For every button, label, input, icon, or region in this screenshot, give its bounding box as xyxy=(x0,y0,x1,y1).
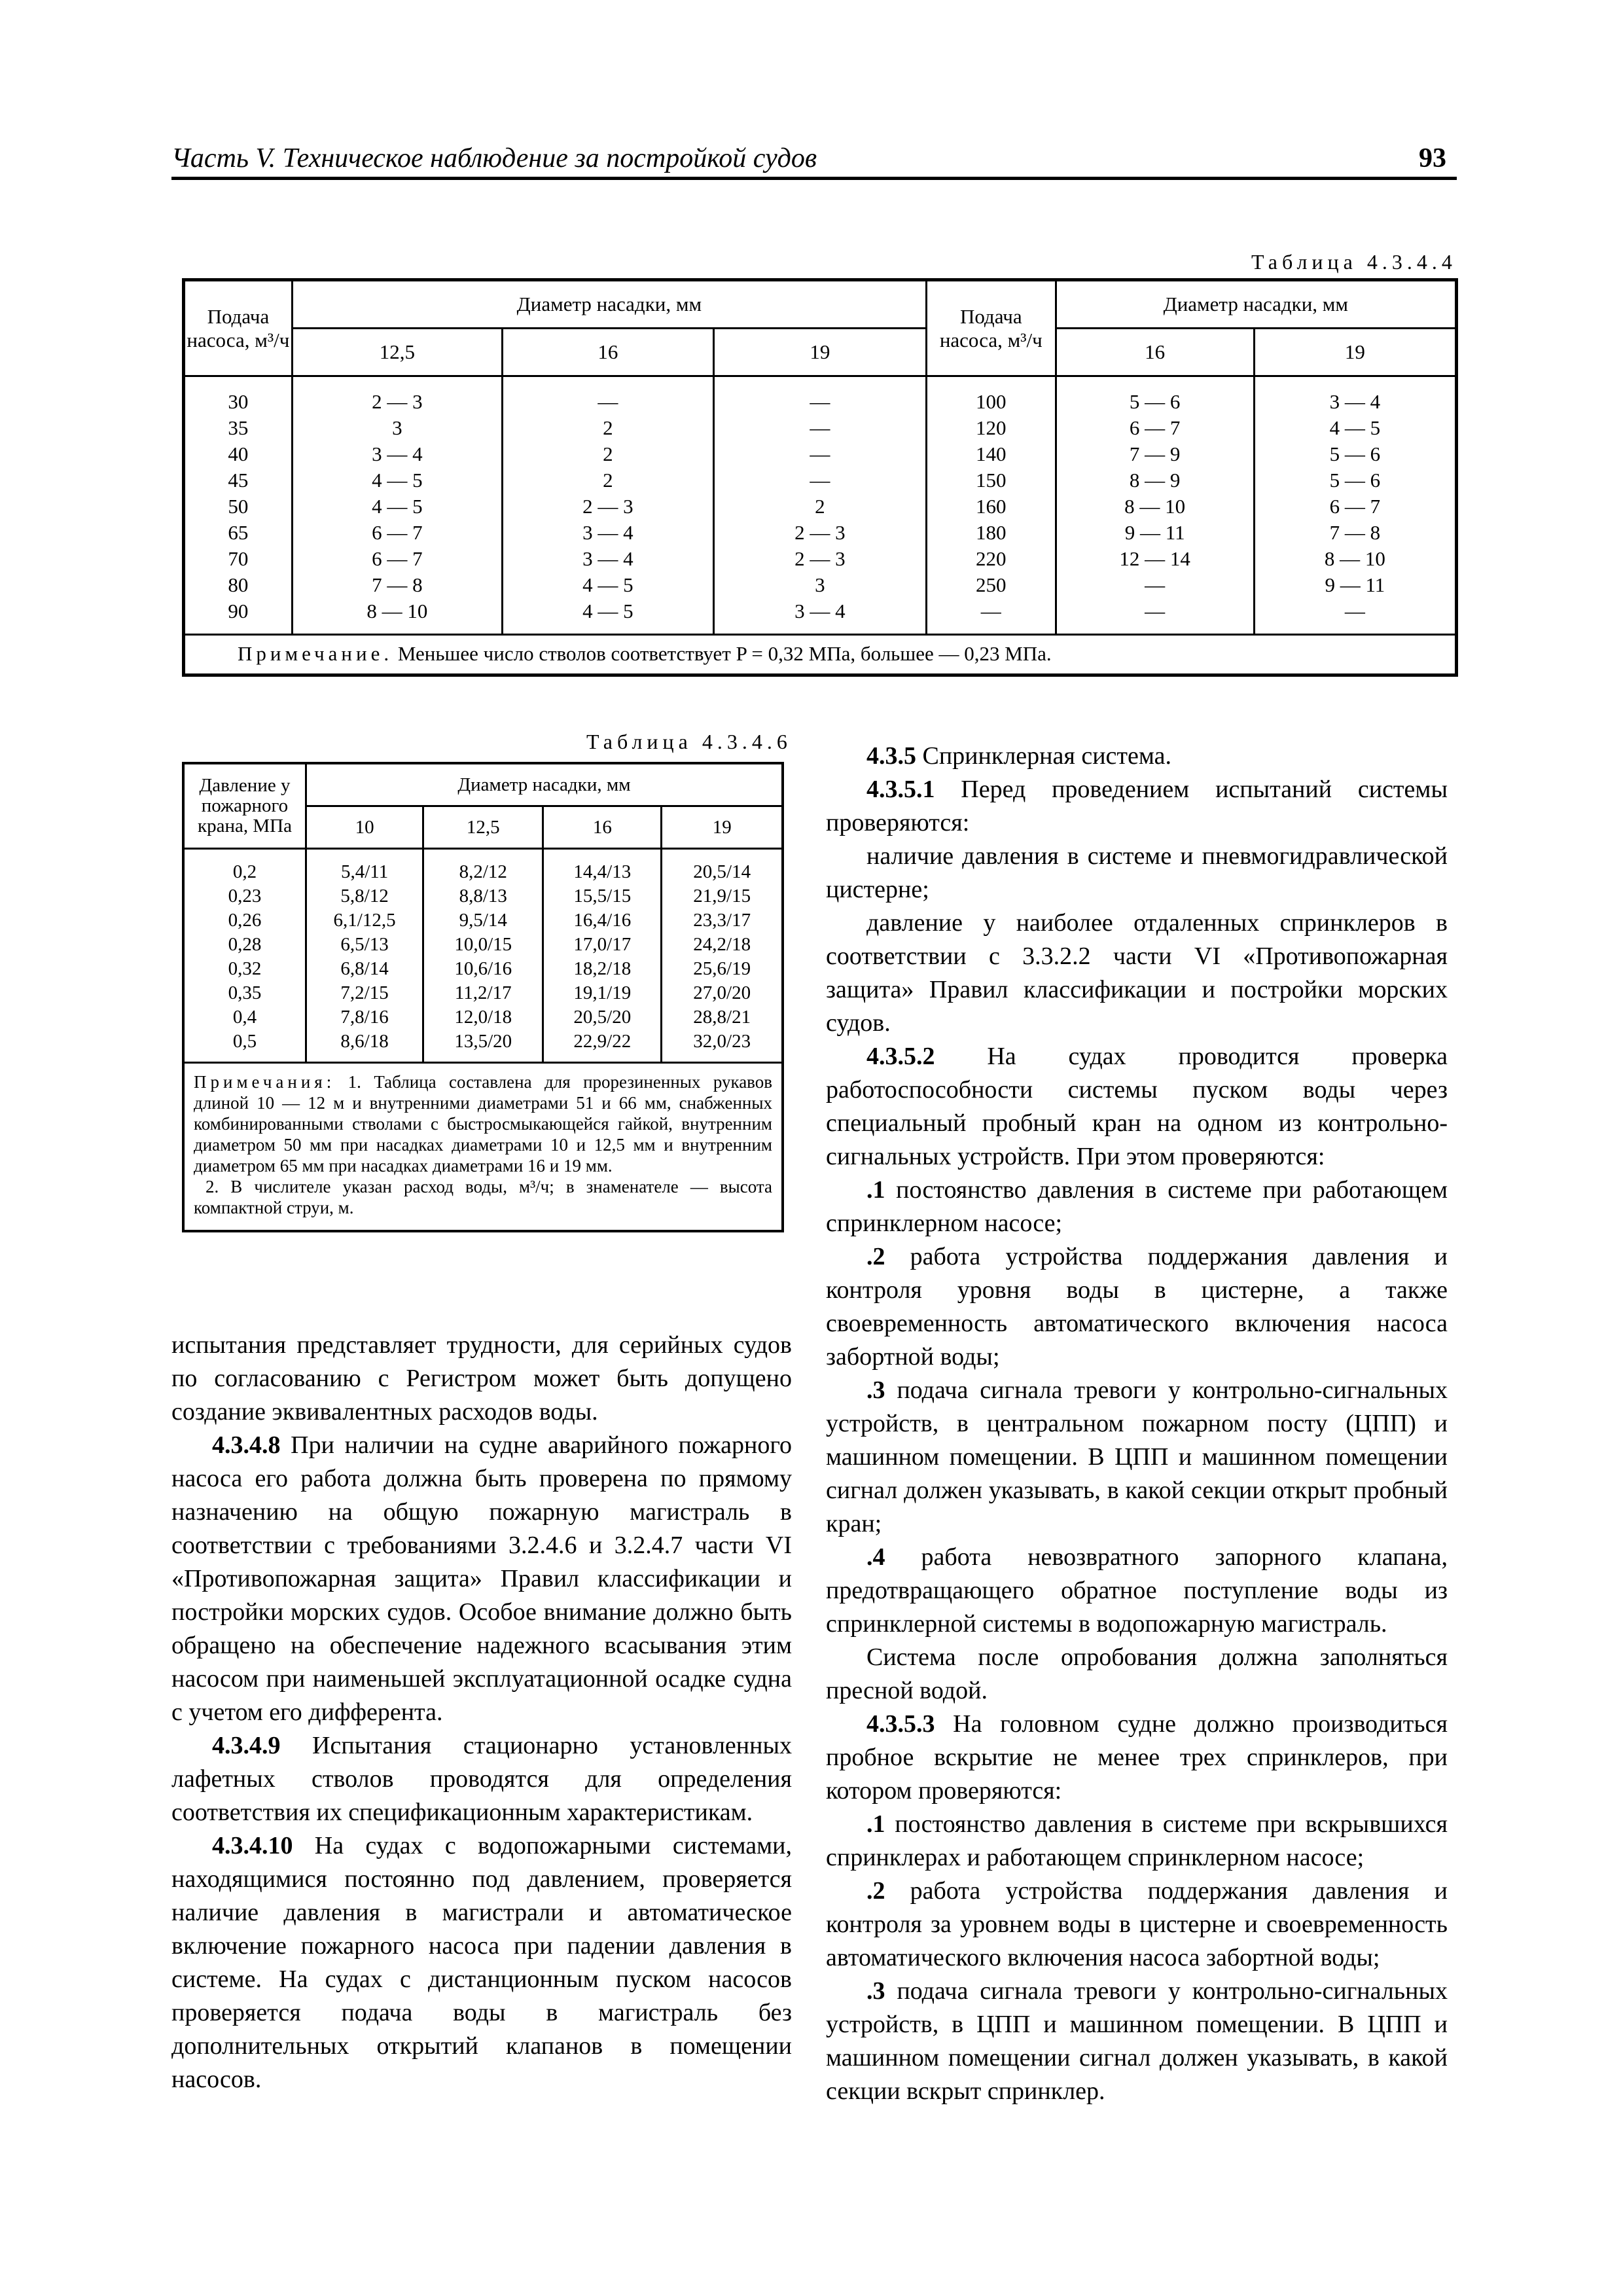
t2-cell: 0,26 xyxy=(228,910,262,931)
t2-cell: 0,35 xyxy=(228,982,262,1003)
right-p3: 4.3.5.3 На головном судне должно производиться пробное вскрытие не менее трех спринклеров, при котором проверяются: xyxy=(826,1710,1448,1804)
t2-header-d125: 12,5 xyxy=(423,806,543,849)
t2-cell: 17,0/17 xyxy=(573,934,632,955)
left-p4: 4.3.4.10 На судах с водопожарными системами, находящимися постоянно под давлением, проверяется наличие давления в магистрали и автоматическое включение пожарного насоса при падении давления в системе. На судах с дистанционным пуском насосов проверяется подача воды в магистраль без дополнительных открытий клапанов в помещении насосов. xyxy=(171,1832,792,2093)
t1-col-4 xyxy=(926,376,1056,635)
t1-note xyxy=(184,635,1457,675)
t1-cell: 40 xyxy=(228,442,249,465)
t1-cell: 35 xyxy=(228,416,249,439)
t1-cell: 3 xyxy=(815,573,825,596)
t2-cell: 24,2/18 xyxy=(693,934,751,955)
t1-header-d16b: 16 xyxy=(1056,329,1254,376)
t1-cell: 7 — 9 xyxy=(1129,442,1181,465)
t2-col-3 xyxy=(543,849,662,1063)
t1-cell: 6 — 7 xyxy=(372,547,423,570)
t2-cell: 0,4 xyxy=(232,1007,257,1028)
t1-cell: — xyxy=(810,442,830,465)
t2-cell: 0,5 xyxy=(232,1031,257,1052)
t1-cell: 220 xyxy=(976,547,1007,570)
right-p2b: Система после опробования должна заполняться пресной водой. xyxy=(826,1643,1448,1704)
t1-cell: 4 — 5 xyxy=(372,469,423,492)
t2-cell: 18,2/18 xyxy=(573,958,632,979)
t2-col-4 xyxy=(662,849,783,1063)
t1-header-diam-right: Диаметр насадки, мм xyxy=(1056,280,1456,329)
t1-cell: 8 — 10 xyxy=(366,600,428,622)
t2-cell: 8,2/12 xyxy=(459,861,507,882)
t2-cell: 10,6/16 xyxy=(454,958,512,979)
t2-cell: 5,8/12 xyxy=(340,886,389,906)
t1-cell: 2 — 3 xyxy=(794,547,846,570)
right-item-1: .1 постоянство давления в системе при работающем спринклерном насосе; xyxy=(826,1176,1448,1237)
t1-header-d16a: 16 xyxy=(502,329,713,376)
right-sub-item-2: .2 работа устройства поддержания давления и контроля за уровнем воды в цистерне и своевременность автоматического включения насоса забортной воды; xyxy=(826,1877,1448,1971)
t1-col-1 xyxy=(292,376,502,635)
running-header-title: Часть V. Техническое наблюдение за постройкой судов xyxy=(171,143,817,173)
t2-cell: 12,0/18 xyxy=(454,1007,512,1028)
t2-col-1 xyxy=(306,849,423,1063)
t1-cell: 3 — 4 xyxy=(794,600,846,622)
t1-cell: — xyxy=(810,469,830,492)
t2-cell: 7,8/16 xyxy=(340,1007,389,1028)
t1-cell: 3 — 4 xyxy=(1329,390,1381,413)
t2-cell: 19,1/19 xyxy=(573,982,632,1003)
t1-cell: 30 xyxy=(228,390,249,413)
t1-header-flow-left: Подача насоса, м³/ч xyxy=(184,280,293,376)
t1-cell: 180 xyxy=(976,521,1007,544)
t1-cell: 2 xyxy=(603,469,613,492)
t2-cell: 0,28 xyxy=(228,934,262,955)
t2-cell: 7,2/15 xyxy=(340,982,389,1003)
table2-caption: Таблица 4.3.4.6 xyxy=(586,730,792,753)
t1-cell: 140 xyxy=(976,442,1007,465)
t1-cell: 8 — 10 xyxy=(1324,547,1385,570)
t1-cell: — xyxy=(810,416,830,439)
t1-cell: 5 — 6 xyxy=(1329,442,1381,465)
t1-cell: 160 xyxy=(976,495,1007,518)
t2-cell: 23,3/17 xyxy=(693,910,751,931)
t1-cell: 2 xyxy=(603,416,613,439)
header-rule xyxy=(171,177,1457,180)
t2-cell: 20,5/20 xyxy=(573,1007,632,1028)
t1-note-label: Примечание. xyxy=(238,642,393,665)
left-p1: испытания представляет трудности, для серийных судов по согласованию с Регистром может быть допущено создание эквивалентных расходов воды. xyxy=(171,1331,792,1426)
right-p1b: давление у наиболее отдаленных спринклеров в соответствии с 3.3.2.2 части VI «Противопожарная защита» Правил классификации и постройки морских судов. xyxy=(826,909,1448,1037)
t1-header-d125: 12,5 xyxy=(292,329,502,376)
t1-cell: 3 — 4 xyxy=(582,521,633,544)
t1-col-2 xyxy=(502,376,713,635)
t1-cell: 100 xyxy=(976,390,1007,413)
t2-cell: 13,5/20 xyxy=(454,1031,512,1052)
t1-cell: 50 xyxy=(228,495,249,518)
t2-header-pressure: Давление у пожарного крана, МПа xyxy=(183,763,306,849)
right-sub-item-1: .1 постоянство давления в системе при вскрывшихся спринклерах и работающем спринклерном насосе; xyxy=(826,1810,1448,1871)
t2-cell: 27,0/20 xyxy=(693,982,751,1003)
t2-cell: 9,5/14 xyxy=(459,910,507,931)
t1-cell: 2 xyxy=(815,495,825,518)
t1-header-d19a: 19 xyxy=(713,329,926,376)
t2-cell: 28,8/21 xyxy=(693,1007,751,1028)
t2-note xyxy=(183,1063,783,1232)
t1-cell: 4 — 5 xyxy=(1329,416,1381,439)
t1-header-flow-right: Подача насоса, м³/ч xyxy=(926,280,1056,376)
left-p3: 4.3.4.9 Испытания стационарно установленных лафетных стволов проводятся для определения соответствия их спецификационным характеристикам. xyxy=(171,1732,792,1826)
t1-cell: 9 — 11 xyxy=(1124,521,1185,544)
t1-cell: — xyxy=(1145,600,1166,622)
t1-cell: — xyxy=(1145,573,1166,596)
t2-cell: 5,4/11 xyxy=(340,861,389,882)
t2-note-label: Примечания: xyxy=(194,1072,336,1092)
table1-caption: Таблица 4.3.4.4 xyxy=(1251,250,1457,274)
right-item-4: .4 работа невозвратного запорного клапана, предотвращающего обратное поступление воды из спринклерной системы в водопожарную магистраль. xyxy=(826,1543,1448,1638)
t2-note-1: 1. Таблица составлена для прорезиненных рукавов длиной 10 — 12 м и внутренними диаметрами 51 и 66 мм, снабженных комбинированными стволами с быстросмыкающейся гайкой, внутренним диаметром 50 мм при насадках диаметрами 10 и 12,5 мм и внутренним диаметром 65 мм при насадках диаметрами 16 и 19 мм. xyxy=(194,1072,772,1175)
t2-col-2 xyxy=(423,849,543,1063)
t2-cell: 0,2 xyxy=(232,861,257,882)
t1-cell: 6 — 7 xyxy=(1129,416,1181,439)
t2-cell: 11,2/17 xyxy=(454,982,512,1003)
t1-cell: — xyxy=(597,390,618,413)
t2-col-0 xyxy=(183,849,306,1063)
t1-body-row xyxy=(184,376,1457,635)
right-column-text xyxy=(826,740,1448,2108)
t1-cell: 4 — 5 xyxy=(582,573,633,596)
t1-cell: 120 xyxy=(976,416,1007,439)
t2-cell: 15,5/15 xyxy=(573,886,632,906)
right-p1a: наличие давления в системе и пневмогидравлической цистерне; xyxy=(826,842,1448,903)
t1-col-5 xyxy=(1056,376,1254,635)
t2-cell: 6,5/13 xyxy=(340,934,389,955)
table-4-3-4-4 xyxy=(182,278,1458,677)
t1-cell: 3 — 4 xyxy=(582,547,633,570)
t1-cell: 3 — 4 xyxy=(372,442,423,465)
t1-cell: 9 — 11 xyxy=(1325,573,1385,596)
right-item-2: .2 работа устройства поддержания давления и контроля уровня воды в цистерне, а также своевременность автоматического включения насоса забортной воды; xyxy=(826,1243,1448,1371)
t1-cell: 2 xyxy=(603,442,613,465)
t1-cell: 250 xyxy=(976,573,1007,596)
t1-cell: 8 — 9 xyxy=(1129,469,1181,492)
t2-note-2: 2. В числителе указан расход воды, м³/ч; в знаменателе — высота компактной струи, м. xyxy=(194,1177,772,1217)
t1-cell: 65 xyxy=(228,521,249,544)
t1-cell: 2 — 3 xyxy=(372,390,423,413)
t1-cell: 6 — 7 xyxy=(372,521,423,544)
t2-cell: 14,4/13 xyxy=(573,861,632,882)
t1-col-3 xyxy=(713,376,926,635)
t1-cell: — xyxy=(980,600,1001,622)
t1-cell: 150 xyxy=(976,469,1007,492)
left-column-text xyxy=(171,1329,792,2096)
left-p2: 4.3.4.8 При наличии на судне аварийного пожарного насоса его работа должна быть проверена по прямому назначению на общую пожарную магистраль в соответствии с требованиями 3.2.4.6 и 3.2.4.7 части VI «Противопожарная защита» Правил классификации и постройки морских судов. Особое внимание должно быть обращено на обеспечение надежного всасывания этим насосом при наименьшей эксплуатационной осадке судна с учетом его дифферента. xyxy=(171,1431,792,1726)
t2-cell: 0,23 xyxy=(228,886,262,906)
t1-header-diam-left: Диаметр насадки, мм xyxy=(292,280,926,329)
t2-cell: 0,32 xyxy=(228,958,262,979)
t2-header-diam: Диаметр насадки, мм xyxy=(306,763,783,806)
t1-cell: 5 — 6 xyxy=(1129,390,1181,413)
t1-cell: 6 — 7 xyxy=(1329,495,1381,518)
page-number: 93 xyxy=(1419,143,1446,173)
t1-cell: 80 xyxy=(228,573,249,596)
t2-body-row xyxy=(183,849,783,1063)
t1-cell: — xyxy=(810,390,830,413)
t2-cell: 21,9/15 xyxy=(693,886,751,906)
t2-cell: 8,8/13 xyxy=(459,886,507,906)
t1-col-6 xyxy=(1254,376,1456,635)
t1-cell: 2 — 3 xyxy=(582,495,633,518)
t2-header-d19: 19 xyxy=(662,806,783,849)
t2-cell: 6,8/14 xyxy=(340,958,389,979)
t1-cell: 5 — 6 xyxy=(1329,469,1381,492)
t2-cell: 8,6/18 xyxy=(340,1031,389,1052)
t2-cell: 20,5/14 xyxy=(693,861,751,882)
t2-header-d16: 16 xyxy=(543,806,662,849)
t2-cell: 32,0/23 xyxy=(693,1031,751,1052)
right-sub-item-3: .3 подача сигнала тревоги у контрольно-сигнальных устройств, в ЦПП и машинном помещении. В ЦПП и машинном помещении сигнал должен указывать, в какой секции вскрыт спринклер. xyxy=(826,1977,1448,2105)
right-p1: 4.3.5.1 Перед проведением испытаний системы проверяются: xyxy=(826,776,1448,836)
t1-cell: 4 — 5 xyxy=(582,600,633,622)
t1-cell: 7 — 8 xyxy=(372,573,423,596)
t1-cell: — xyxy=(1344,600,1365,622)
t1-cell: 70 xyxy=(228,547,249,570)
right-item-3: .3 подача сигнала тревоги у контрольно-сигнальных устройств, в центральном пожарном посту (ЦПП) и машинном помещении. В ЦПП и машинном помещении сигнал должен указывать, в какой секции открыт пробный кран; xyxy=(826,1376,1448,1537)
right-p2: 4.3.5.2 На судах проводится проверка работоспособности системы пуском воды через специальный пробный кран на одном из контрольно-сигнальных устройств. При этом проверяются: xyxy=(826,1043,1448,1170)
table-4-3-4-6 xyxy=(182,762,784,1232)
t1-cell: 4 — 5 xyxy=(372,495,423,518)
t1-cell: 2 — 3 xyxy=(794,521,846,544)
t1-cell: 90 xyxy=(228,600,249,622)
t1-cell: 3 xyxy=(392,416,402,439)
section-heading: 4.3.5 Спринклерная система. xyxy=(866,742,1172,770)
t1-cell: 8 — 10 xyxy=(1124,495,1186,518)
t2-header-d10: 10 xyxy=(306,806,423,849)
t1-header-d19b: 19 xyxy=(1254,329,1456,376)
t2-cell: 6,1/12,5 xyxy=(333,910,396,931)
t2-cell: 25,6/19 xyxy=(693,958,751,979)
t1-col-0 xyxy=(184,376,293,635)
t2-cell: 22,9/22 xyxy=(573,1031,632,1052)
t1-cell: 7 — 8 xyxy=(1329,521,1381,544)
t2-cell: 16,4/16 xyxy=(573,910,632,931)
t1-cell: 45 xyxy=(228,469,249,492)
t1-note-text: Меньшее число стволов соответствует P = 0,32 МПа, большее — 0,23 МПа. xyxy=(393,642,1052,665)
t2-cell: 10,0/15 xyxy=(454,934,512,955)
t1-cell: 12 — 14 xyxy=(1119,547,1190,570)
